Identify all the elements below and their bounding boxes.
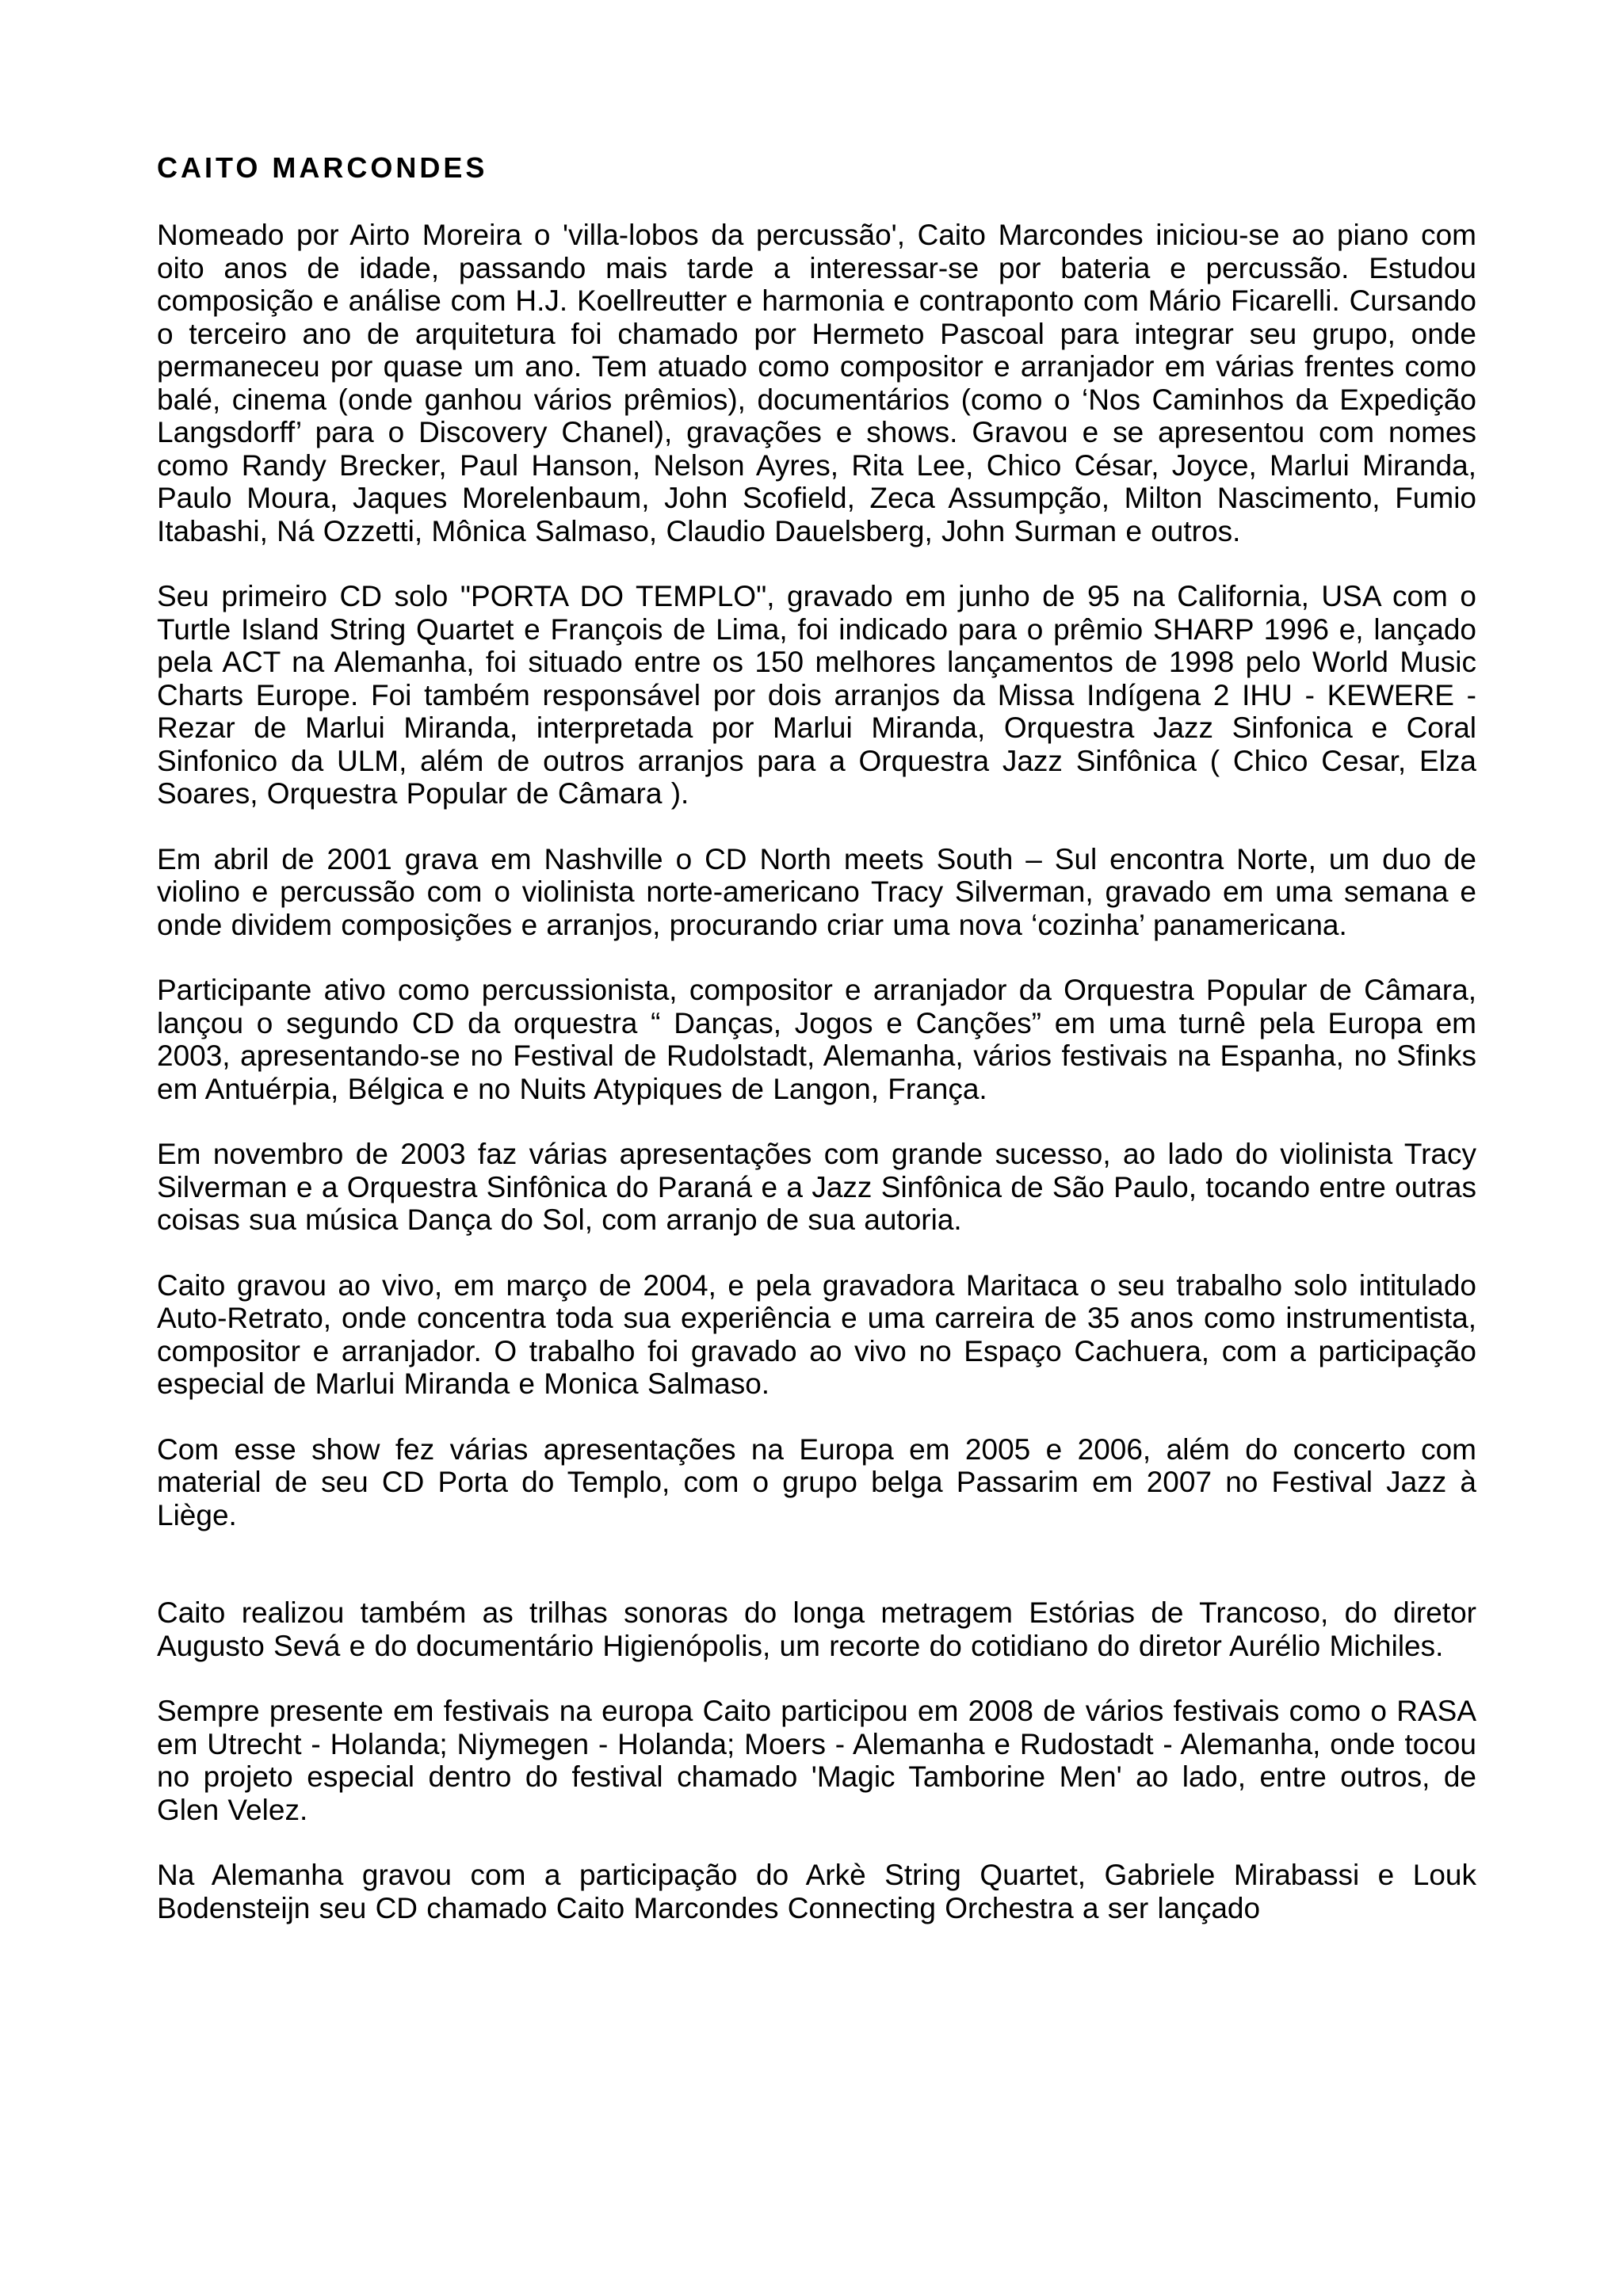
paragraph-festivais-2008: Sempre presente em festivais na europa Caito participou em 2008 de vários festivais como o RASA em Utrecht - Holanda; Niymegen - Holanda; Moers - Alemanha e Rudostadt - Alemanha, onde tocou no projeto especial dentro do festival chamado 'Magic Tamborine Men' ao lado, entre outros, de Glen Velez.	[157, 1695, 1476, 1826]
paragraph-porta-do-templo: Seu primeiro CD solo "PORTA DO TEMPLO", gravado em junho de 95 na California, USA com o Turtle Island String Quartet e François de Lima, foi indicado para o prêmio SHARP 1996 e, lançado pela ACT na Alemanha, foi situado entre os 150 melhores lançamentos de 1998 pelo World Music Charts Europe. Foi também responsável por dois arranjos da Missa Indígena 2 IHU - KEWERE - Rezar de Marlui Miranda, interpretada por Marlui Miranda, Orquestra Jazz Sinfonica e Coral Sinfonico da ULM, além de outros arranjos para a Orquestra Jazz Sinfônica ( Chico Cesar, Elza Soares, Orquestra Popular de Câmara ).	[157, 580, 1476, 810]
paragraph-auto-retrato: Caito gravou ao vivo, em março de 2004, e pela gravadora Maritaca o seu trabalho solo intitulado Auto-Retrato, onde concentra toda sua experiência e uma carreira de 35 anos como instrumentista, compositor e arranjador. O trabalho foi gravado ao vivo no Espaço Cachuera, com a participação especial de Marlui Miranda e Monica Salmaso.	[157, 1268, 1476, 1400]
paragraph-novembro-2003: Em novembro de 2003 faz várias apresentações com grande sucesso, ao lado do violinista Tracy Silverman e a Orquestra Sinfônica do Paraná e a Jazz Sinfônica de São Paulo, tocando entre outras coisas sua música Dança do Sol, com arranjo de sua autoria.	[157, 1138, 1476, 1236]
paragraph-europa-2005: Com esse show fez várias apresentações na Europa em 2005 e 2006, além do concerto com material de seu CD Porta do Templo, com o grupo belga Passarim em 2007 no Festival Jazz à Liège.	[157, 1432, 1476, 1531]
document-title: CAITO MARCONDES	[157, 151, 488, 184]
paragraph-trilhas-sonoras: Caito realizou também as trilhas sonoras do longa metragem Estórias de Trancoso, do diretor Augusto Sevá e do documentário Higienópolis, um recorte do cotidiano do diretor Aurélio Michiles.	[157, 1596, 1476, 1662]
paragraph-intro: Nomeado por Airto Moreira o 'villa-lobos da percussão', Caito Marcondes iniciou-se ao piano com oito anos de idade, passando mais tarde a interessar-se por bateria e percussão. Estudou composição e análise com H.J. Koellreutter e harmonia e contraponto com Mário Ficarelli. Cursando o terceiro ano de arquitetura foi chamado por Hermeto Pascoal para integrar seu grupo, onde permaneceu por quase um ano. Tem atuado como compositor e arranjador em várias frentes como balé, cinema (onde ganhou vários prêmios), documentários (como o ‘Nos Caminhos da Expedição Langsdorff’ para o Discovery Chanel), gravações e shows. Gravou e se apresentou com nomes como Randy Brecker, Paul Hanson, Nelson Ayres, Rita Lee, Chico César, Joyce, Marlui Miranda, Paulo Moura, Jaques Morelenbaum, John Scofield, Zeca Assumpção, Milton Nascimento, Fumio Itabashi, Ná Ozzetti, Mônica Salmaso, Claudio Dauelsberg, John Surman e outros.	[157, 219, 1476, 547]
document-body	[157, 151, 1476, 1957]
paragraph-orquestra-popular: Participante ativo como percussionista, compositor e arranjador da Orquestra Popular de Câmara, lançou o segundo CD da orquestra “ Danças, Jogos e Canções” em uma turnê pela Europa em 2003, apresentando-se no Festival de Rudolstadt, Alemanha, vários festivais na Espanha, no Sfinks em Antuérpia, Bélgica e no Nuits Atypiques de Langon, França.	[157, 974, 1476, 1105]
paragraph-north-meets-south: Em abril de 2001 grava em Nashville o CD North meets South – Sul encontra Norte, um duo de violino e percussão com o violinista norte-americano Tracy Silverman, gravado em uma semana e onde dividem composições e arranjos, procurando criar uma nova ‘cozinha’ panamericana.	[157, 842, 1476, 941]
paragraph-connecting-orchestra: Na Alemanha gravou com a participação do Arkè String Quartet, Gabriele Mirabassi e Louk Bodensteijn seu CD chamado Caito Marcondes Connecting Orchestra a ser lançado	[157, 1859, 1476, 1924]
